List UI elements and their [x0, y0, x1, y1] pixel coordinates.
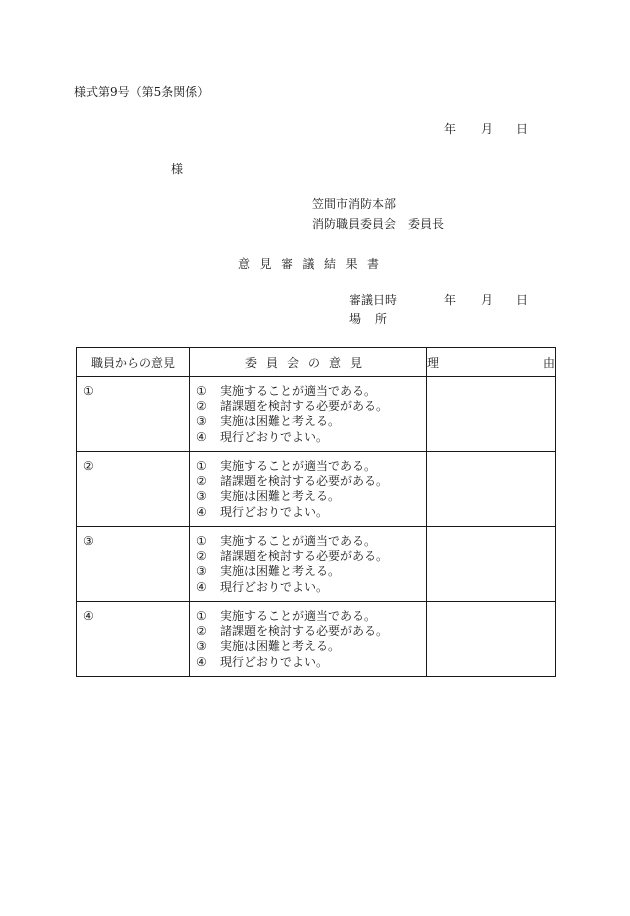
issue-date-day: 日: [516, 122, 529, 136]
reason-cell[interactable]: [427, 527, 556, 602]
header-committee-opinion: 委員会の意見: [190, 348, 427, 377]
header-reason-left: 理: [427, 355, 440, 370]
option-text: 実施することが適当である。: [220, 609, 377, 623]
reason-cell[interactable]: [427, 602, 556, 677]
option-text: 実施は困難と考える。: [220, 639, 341, 654]
opinion-option[interactable]: [196, 414, 426, 429]
option-text: 諸課題を検討する必要がある。: [220, 624, 389, 639]
opinion-options: [190, 377, 426, 445]
option-text: 諸課題を検討する必要がある。: [220, 399, 389, 414]
opinion-option[interactable]: [196, 609, 426, 624]
option-text: 諸課題を検討する必要がある。: [220, 549, 389, 564]
reason-cell[interactable]: [427, 452, 556, 527]
result-table: [76, 347, 556, 677]
opinion-option[interactable]: [196, 399, 426, 414]
form-number: 様式第9号（第5条関係）: [74, 85, 210, 99]
header-reason: [427, 348, 556, 377]
table-row: [77, 452, 556, 527]
option-text: 実施することが適当である。: [220, 534, 377, 548]
staff-opinion-cell[interactable]: [77, 452, 190, 527]
opinion-option[interactable]: [196, 655, 426, 670]
option-number: ④: [196, 654, 207, 669]
option-text: 実施は困難と考える。: [220, 489, 341, 504]
opinion-options: [190, 602, 426, 670]
option-text: 現行どおりでよい。: [220, 579, 329, 594]
document-title: 意見審議結果書: [238, 257, 389, 271]
opinion-option[interactable]: [196, 489, 426, 504]
opinion-option[interactable]: [196, 474, 426, 489]
option-number: ②: [196, 624, 207, 639]
committee-opinion-cell: [190, 527, 427, 602]
option-text: 実施は困難と考える。: [220, 564, 341, 579]
header-staff-opinion: 職員からの意見: [77, 348, 190, 377]
opinion-option[interactable]: [196, 534, 426, 549]
row-number: ③: [83, 534, 94, 548]
opinion-option[interactable]: [196, 580, 426, 595]
option-text: 現行どおりでよい。: [220, 654, 329, 669]
row-number: ④: [83, 609, 94, 623]
committee-opinion-cell: [190, 602, 427, 677]
option-number: ④: [196, 504, 207, 519]
option-text: 実施することが適当である。: [220, 384, 377, 398]
option-text: 実施は困難と考える。: [220, 414, 341, 429]
opinion-options: [190, 527, 426, 595]
opinion-option[interactable]: [196, 624, 426, 639]
meeting-day: 日: [516, 293, 529, 307]
option-number: ①: [196, 384, 207, 398]
option-number: ①: [196, 609, 207, 623]
sender-organization: 笠間市消防本部: [312, 197, 397, 211]
option-number: ②: [196, 399, 207, 414]
option-text: 現行どおりでよい。: [220, 429, 329, 444]
opinion-option[interactable]: [196, 505, 426, 520]
option-number: ③: [196, 639, 207, 654]
option-text: 諸課題を検討する必要がある。: [220, 474, 389, 489]
table-header-row: [77, 348, 556, 377]
table-row: [77, 377, 556, 452]
opinion-option[interactable]: [196, 639, 426, 654]
row-number: ①: [83, 384, 94, 398]
opinion-option[interactable]: [196, 549, 426, 564]
opinion-option[interactable]: [196, 384, 426, 399]
sender-committee: 消防職員委員会 委員長: [312, 217, 445, 231]
meeting-datetime-label: 審議日時: [349, 293, 398, 307]
issue-date-year: 年: [444, 122, 457, 136]
option-number: ④: [196, 429, 207, 444]
table-row: [77, 527, 556, 602]
committee-opinion-cell: [190, 452, 427, 527]
reason-cell[interactable]: [427, 377, 556, 452]
table-row: [77, 602, 556, 677]
staff-opinion-cell[interactable]: [77, 602, 190, 677]
header-reason-right: 由: [542, 355, 555, 370]
meeting-month: 月: [481, 293, 494, 307]
staff-opinion-cell[interactable]: [77, 527, 190, 602]
issue-date-month: 月: [481, 122, 494, 136]
opinion-option[interactable]: [196, 430, 426, 445]
staff-opinion-cell[interactable]: [77, 377, 190, 452]
option-number: ①: [196, 534, 207, 548]
opinion-option[interactable]: [196, 564, 426, 579]
opinion-option[interactable]: [196, 459, 426, 474]
option-number: ②: [196, 474, 207, 489]
recipient-suffix: 様: [171, 162, 184, 176]
option-number: ④: [196, 579, 207, 594]
option-number: ②: [196, 549, 207, 564]
option-text: 現行どおりでよい。: [220, 504, 329, 519]
option-number: ①: [196, 459, 207, 473]
option-number: ③: [196, 414, 207, 429]
opinion-options: [190, 452, 426, 520]
row-number: ②: [83, 459, 94, 473]
committee-opinion-cell: [190, 377, 427, 452]
option-number: ③: [196, 564, 207, 579]
meeting-place-label: 場所: [349, 312, 402, 326]
option-text: 実施することが適当である。: [220, 459, 377, 473]
meeting-year: 年: [444, 293, 457, 307]
option-number: ③: [196, 489, 207, 504]
